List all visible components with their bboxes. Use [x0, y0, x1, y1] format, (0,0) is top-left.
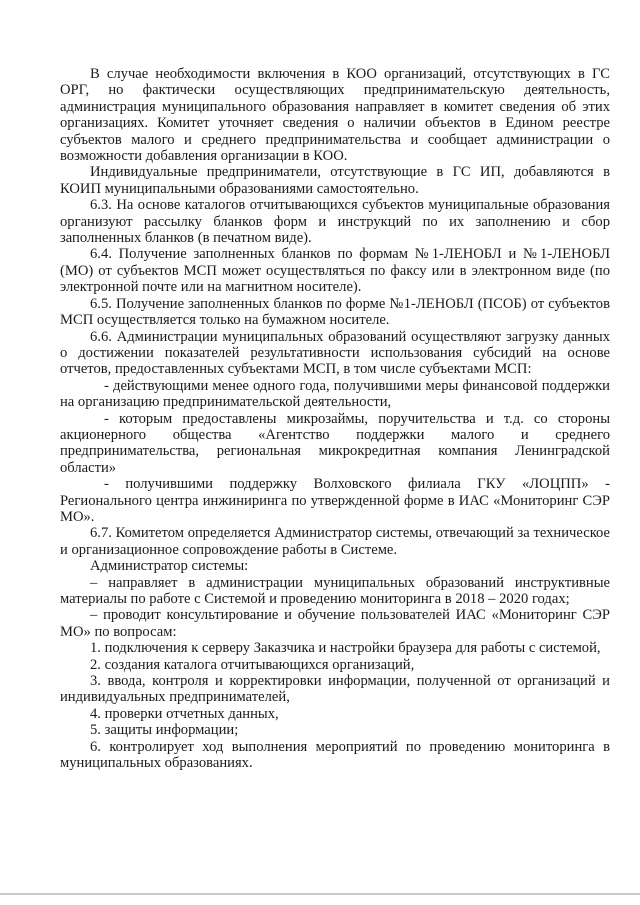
paragraph-6-7: 6.7. Комитетом определяется Администратор системы, отвечающий за техническое и организационное сопровождение работы в Системе. [60, 525, 610, 558]
numbered-item-1: 1. подключения к серверу Заказчика и настройки браузера для работы с системой, [90, 640, 601, 657]
dash-item-instructions: – направляет в администрации муниципальных образований инструктивные материалы по работе с Системой и проведению мониторинга в 2018 – 2020 годах; [60, 574, 610, 607]
paragraph-6-5: 6.5. Получение заполненных бланков по форме №1-ЛЕНОБЛ (ПСОБ) от субъектов МСП осуществляется только на бумажном носителе. [60, 295, 610, 329]
dash-item-consulting: – проводит консультирование и обучение пользователей ИАС «Мониторинг СЭР МО» по вопросам: [60, 607, 610, 640]
paragraph-6-3: 6.3. На основе каталогов отчитывающихся субъектов муниципальные образования организуют рассылку бланков форм и инструкций по их заполнению и сбор заполненных бланков (в печатном виде). [60, 197, 610, 247]
paragraph-individual-entrepreneurs: Индивидуальные предприниматели, отсутствующие в ГС ИП, добавляются в КОИП муниципальными образованиями самостоятельно. [60, 164, 610, 197]
numbered-item-5: 5. защиты информации; [90, 722, 239, 739]
numbered-item-3: 3. ввода, контроля и корректировки информации, полученной от организаций и индивидуальных предпринимателей, [60, 673, 610, 706]
bullet-less-than-one-year: - действующими менее одного года, получившими меры финансовой поддержки на организацию предпринимательской деятельности, [60, 377, 610, 411]
page-bottom-edge [0, 893, 640, 895]
paragraph-koo-inclusion: В случае необходимости включения в КОО организаций, отсутствующих в ГС ОРГ, но фактически осуществляющих предпринимательскую деятельность, администрация муниципального образования направляет в комитет сведения об этих организациях. Комитет уточняет сведения о наличии объектов в Едином реестре субъектов малого и среднего предпринимательства и сообщает администрации о возможности добавления организации в КОО. [60, 66, 610, 165]
document-page [60, 66, 610, 771]
numbered-item-4: 4. проверки отчетных данных, [90, 705, 279, 722]
paragraph-6-4: 6.4. Получение заполненных бланков по формам №1-ЛЕНОБЛ и №1-ЛЕНОБЛ (МО) от субъектов МСП может осуществляться по факсу или в электронном виде (по электронной почте или на магнитном носителе). [60, 246, 610, 296]
administrator-intro: Администратор системы: [90, 558, 249, 575]
paragraph-6-6: 6.6. Администрации муниципальных образований осуществляют загрузку данных о достижении показателей результативности использования субсидий на основе отчетов, предоставленных субъектами МСП, в том числе субъектами МСП: [60, 328, 610, 378]
bullet-microloans: - которым предоставлены микрозаймы, поручительства и т.д. со стороны акционерного общества «Агентство поддержки малого и среднего предпринимательства, региональная микрокредитная компания Ленинградской области» [60, 410, 610, 476]
bullet-volkhov-branch: - получившими поддержку Волховского филиала ГКУ «ЛОЦПП» - Регионального центра инжиниринга по утвержденной форме в ИАС «Мониторинг СЭР МО». [60, 476, 610, 525]
numbered-item-6: 6. контролирует ход выполнения мероприятий по проведению мониторинга в муниципальных образованиях. [60, 738, 610, 772]
numbered-item-2: 2. создания каталога отчитывающихся организаций, [90, 656, 415, 673]
